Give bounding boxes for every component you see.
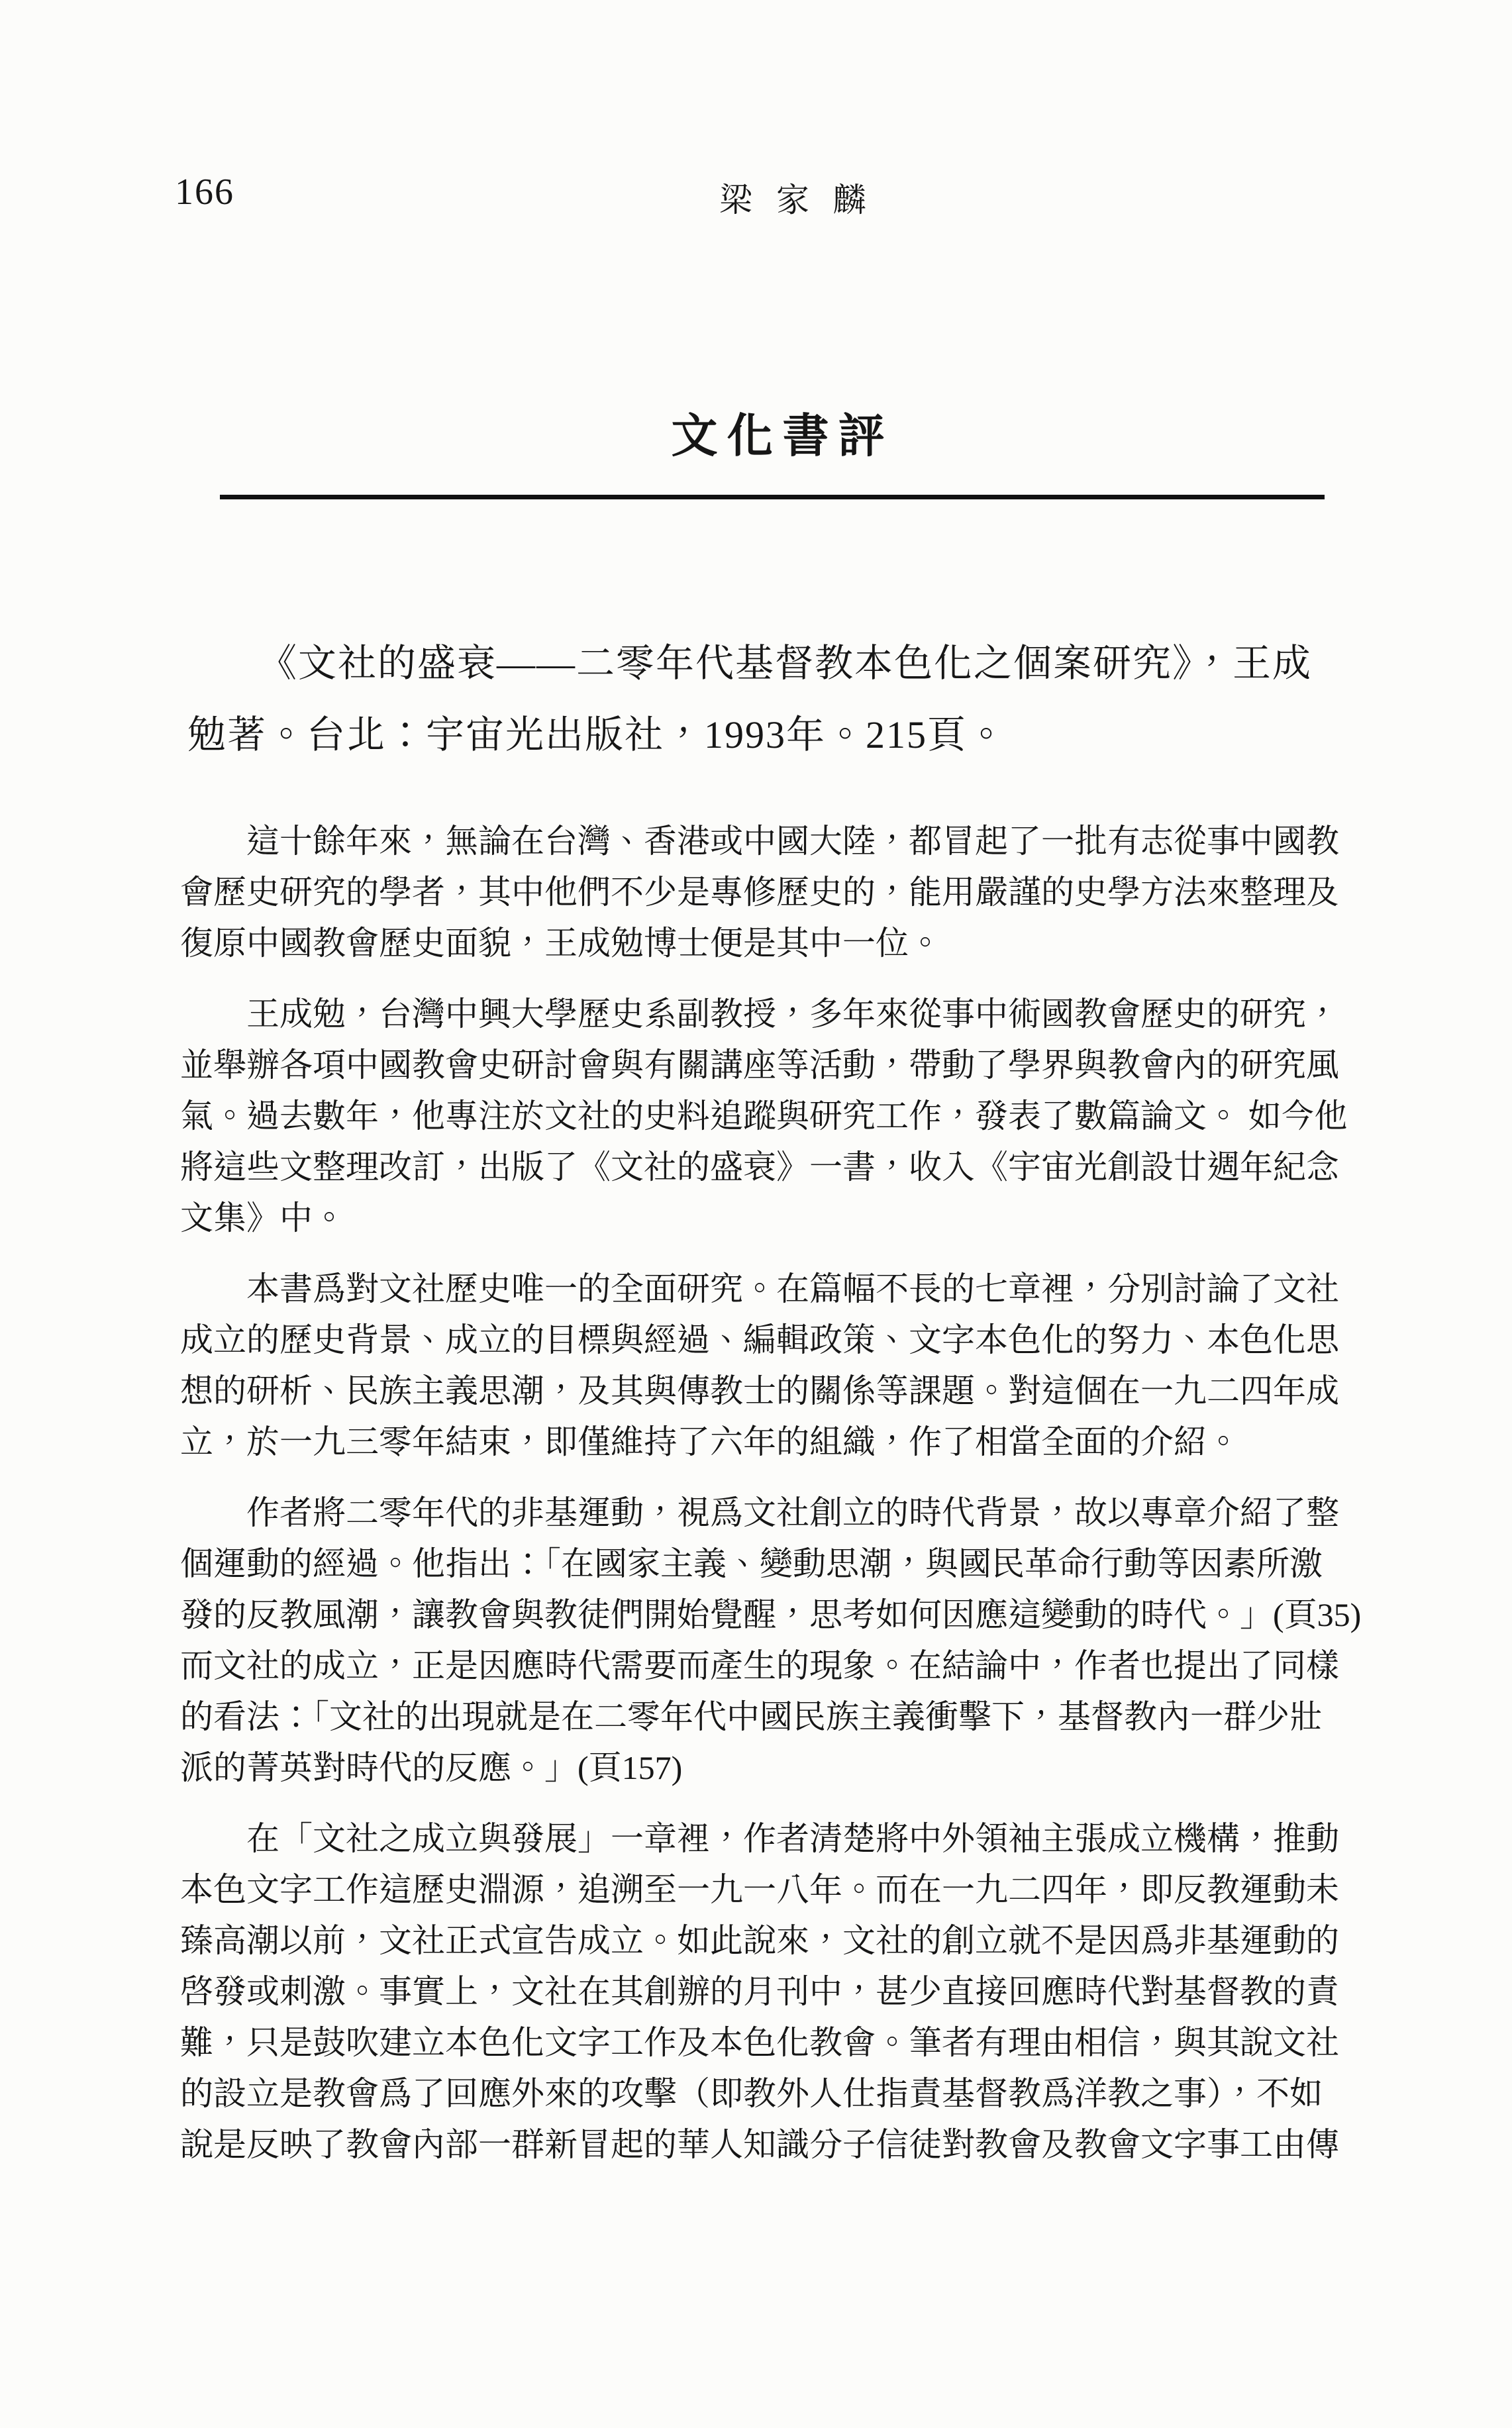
- text-line: 立，於一九三零年結束，即僅維持了六年的組織，作了相當全面的介紹。: [180, 1423, 1240, 1460]
- text-line: 氣。過去數年，他專注於文社的史料追蹤與研究工作，發表了數篇論文。 如今他: [180, 1097, 1348, 1135]
- running-header-author: 梁家麟: [719, 181, 890, 219]
- page-number: 166: [175, 172, 234, 213]
- text-line: 派的菁英對時代的反應。」(頁157): [180, 1749, 683, 1786]
- text-line: 《文社的盛衰——二零年代基督教本色化之個案研究》，王成: [258, 642, 1313, 685]
- text-line: 並舉辦各項中國教會史研討會與有關講座等活動，帶動了學界與教會內的研究風: [180, 1046, 1339, 1084]
- title-divider-rule: [220, 495, 1325, 499]
- text-line: 作者將二零年代的非基運動，視爲文社創立的時代背景，故以專章介紹了整: [246, 1494, 1339, 1531]
- text-line: 勉著。台北：宇宙光出版社，1993年。215頁。: [187, 713, 1007, 756]
- book-citation: [187, 628, 1419, 771]
- text-line: 的設立是教會爲了回應外來的攻擊（即教外人仕指責基督教爲洋教之事），不如: [180, 2075, 1323, 2112]
- body-paragraph-2: [180, 989, 1392, 1244]
- text-line: 本書爲對文社歷史唯一的全面研究。在篇幅不長的七章裡，分別討論了文社: [246, 1270, 1339, 1307]
- review-body: [180, 816, 1392, 2190]
- body-paragraph-4: [180, 1488, 1392, 1794]
- body-paragraph-1: [180, 816, 1392, 969]
- text-line: 啓發或刺激。事實上，文社在其創辦的月刊中，甚少直接回應時代對基督教的責: [180, 1973, 1339, 2010]
- text-line: 成立的歷史背景、成立的目標與經過、編輯政策、文字本色化的努力、本色化思: [180, 1321, 1339, 1358]
- text-line: 在「文社之成立與發展」一章裡，作者清楚將中外領袖主張成立機構，推動: [246, 1820, 1339, 1857]
- text-line: 將這些文整理改訂，出版了《文社的盛衰》一書，收入《宇宙光創設廿週年紀念: [180, 1148, 1339, 1186]
- text-line: 說是反映了教會內部一群新冒起的華人知識分子信徒對教會及教會文字事工由傳: [180, 2126, 1339, 2163]
- text-line: 這十餘年來，無論在台灣、香港或中國大陸，都冒起了一批有志從事中國教: [246, 823, 1339, 860]
- text-line: 文集》中。: [180, 1199, 346, 1237]
- text-line: 本色文字工作這歷史淵源，追溯至一九一八年。而在一九二四年，即反教運動未: [180, 1871, 1339, 1908]
- text-line: 復原中國教會歷史面貌，王成勉博士便是其中一位。: [180, 925, 942, 962]
- text-line: 的看法：「文社的出現就是在二零年代中國民族主義衝擊下，基督教內一群少壯: [180, 1698, 1323, 1735]
- body-paragraph-3: [180, 1264, 1392, 1468]
- text-line: 難，只是鼓吹建立本色化文字工作及本色化教會。筆者有理由相信，與其說文社: [180, 2024, 1339, 2061]
- body-paragraph-5: [180, 1813, 1392, 2170]
- text-line: 而文社的成立，正是因應時代需要而產生的現象。在結論中，作者也提出了同樣: [180, 1647, 1339, 1684]
- text-line: 臻高潮以前，文社正式宣告成立。如此說來，文社的創立就不是因爲非基運動的: [180, 1922, 1339, 1959]
- text-line: 想的研析、民族主義思潮，及其與傳教士的關係等課題。對這個在一九二四年成: [180, 1372, 1339, 1409]
- text-line: 個運動的經過。他指出：「在國家主義、變動思潮，與國民革命行動等因素所激: [180, 1545, 1323, 1582]
- section-title: 文化書評: [671, 411, 894, 462]
- text-line: 發的反教風潮，讓教會與教徒們開始覺醒，思考如何因應這變動的時代。」(頁35): [180, 1596, 1362, 1633]
- text-line: 王成勉，台灣中興大學歷史系副教授，多年來從事中術國教會歷史的研究，: [246, 995, 1339, 1033]
- text-line: 會歷史研究的學者，其中他們不少是專修歷史的，能用嚴謹的史學方法來整理及: [180, 874, 1339, 911]
